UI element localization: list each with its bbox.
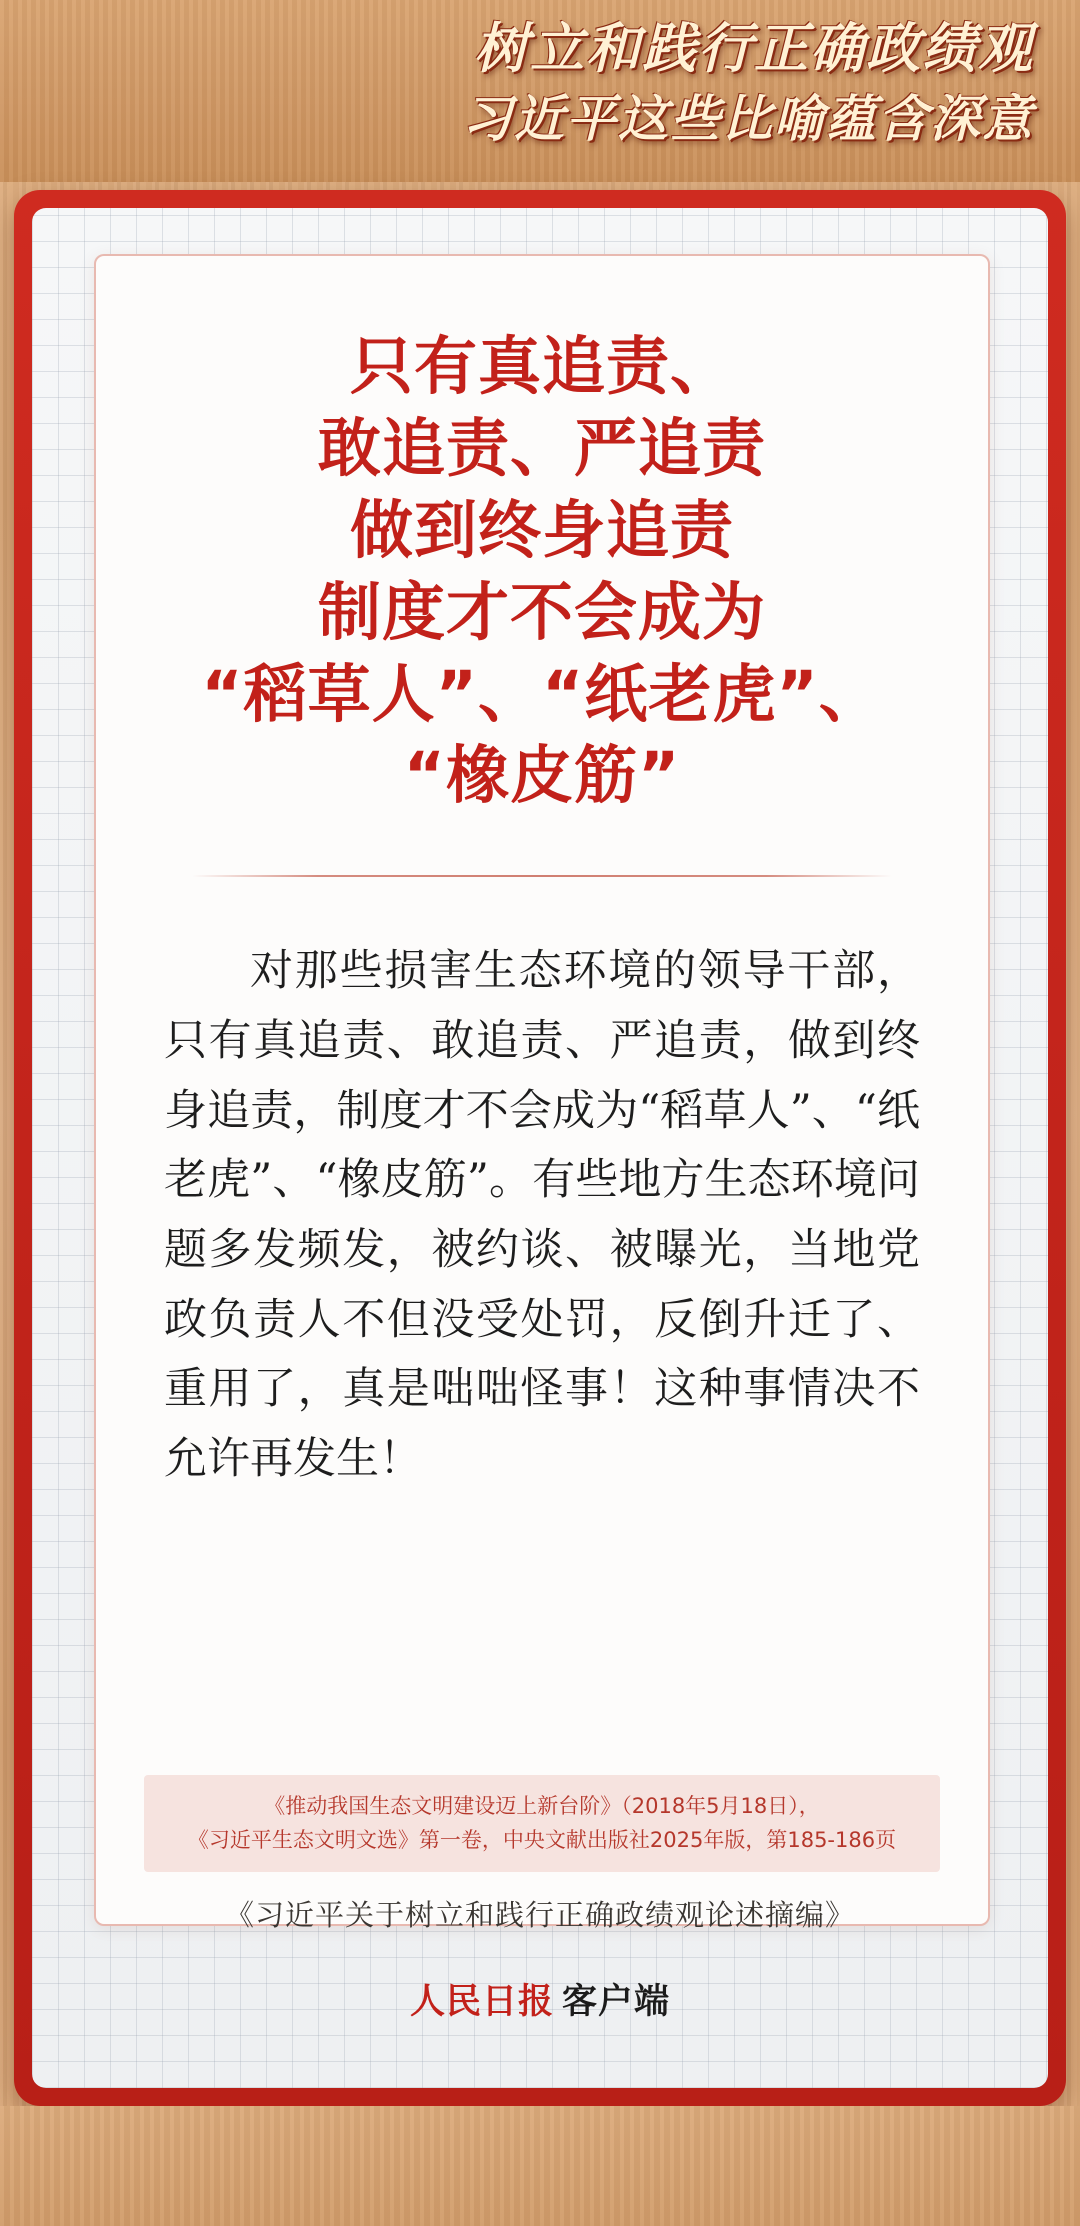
source-citation (144, 1775, 940, 1872)
book-reference: 《习近平关于树立和践行正确政绩观论述摘编》 (224, 1898, 855, 1932)
headline-line-5: “稻草人”、“纸老虎”、 (201, 657, 883, 731)
headline (136, 326, 948, 817)
headline-line-4: 制度才不会成为 (318, 575, 766, 649)
brand-logo (32, 1974, 1048, 2024)
content-panel (94, 254, 990, 1926)
divider (192, 875, 892, 877)
header-band (0, 0, 1080, 182)
headline-line-6: “橡皮筋” (403, 739, 681, 813)
headline-line-2: 敢追责、严追责 (318, 411, 766, 485)
brand-primary: 人民日报 (409, 1982, 554, 2022)
source-line-1: 《推动我国生态文明建设迈上新台阶》（2018年5月18日）， (264, 1793, 820, 1818)
brand-secondary: 客户端 (562, 1982, 671, 2022)
bottom-wood-strip (0, 2106, 1080, 2226)
source-line-2: 《习近平生态文明文选》第一卷，中央文献出版社2025年版，第185-186页 (187, 1828, 897, 1853)
red-card (14, 190, 1066, 2106)
headline-line-1: 只有真追责、 (350, 330, 734, 403)
header-title-line1: 树立和践行正确政绩观 (474, 16, 1034, 80)
quote-body: 对那些损害生态环境的领导干部，只有真追责、敢追责、严追责，做到终身追责，制度才不会成为“稻草人”、“纸老虎”、“橡皮筋”。有些地方生态环境问题多发频发，被约谈、被曝光，当地党政负责人不但没受处罚，反倒升迁了、重用了，真是咄咄怪事！这种事情决不允许再发生！ (164, 946, 920, 1484)
grid-sheet (32, 208, 1048, 2088)
header-title-line2: 习近平这些比喻蕴含深意 (462, 88, 1034, 148)
headline-line-3: 做到终身追责 (350, 493, 734, 567)
header-title (462, 16, 1034, 149)
sheet-footer (32, 1893, 1048, 2024)
